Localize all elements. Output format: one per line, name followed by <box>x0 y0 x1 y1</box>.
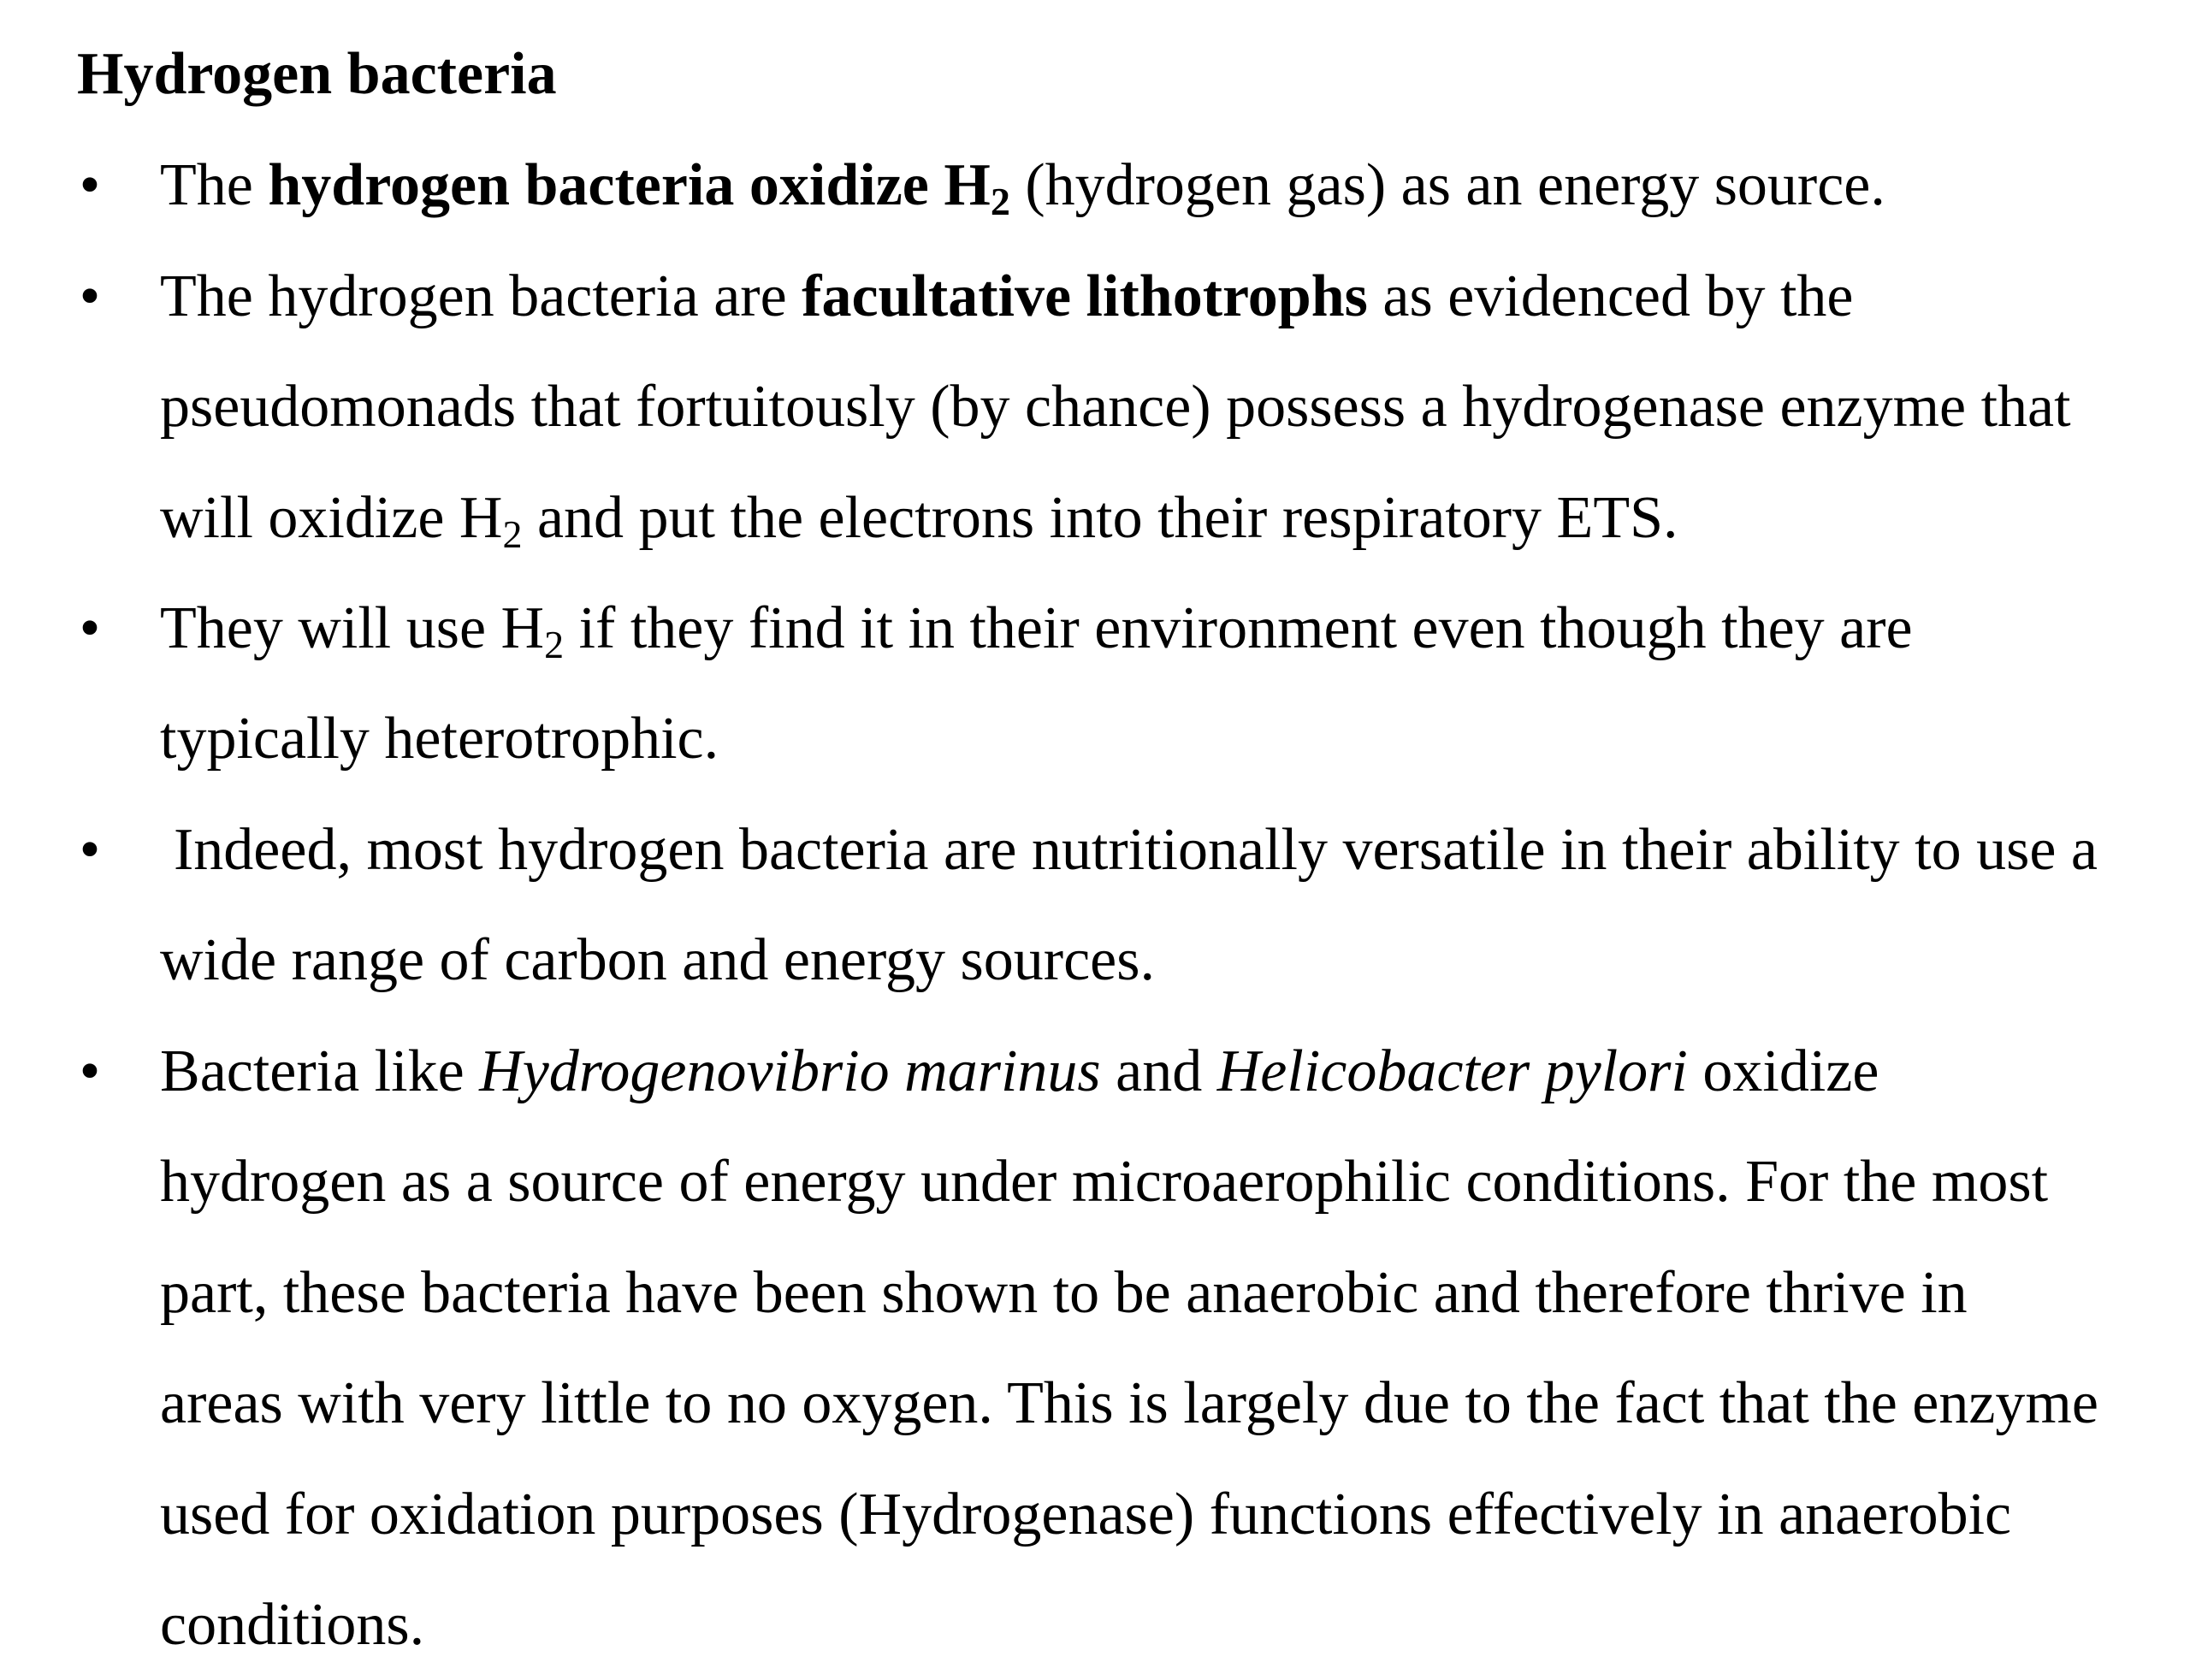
list-item-text <box>160 1016 2162 1680</box>
bullet-icon: • <box>79 1038 101 1104</box>
bold-term-text: hydrogen bacteria oxidize H <box>268 152 991 218</box>
text-run: part, these bacteria have been shown to be anaerobic and therefore thrive in <box>160 1259 1968 1326</box>
text-run: Bacteria like <box>160 1038 480 1104</box>
text-run: typically heterotrophic. <box>160 706 719 772</box>
text-run: areas with very little to no oxygen. This is largely due to the fact that the enzyme <box>160 1370 2098 1437</box>
bullet-icon: • <box>79 817 101 883</box>
text-run: and put the electrons into their respiratory ETS. <box>522 484 1678 551</box>
subscript: 2 <box>544 623 565 666</box>
list-item-text <box>160 241 2162 573</box>
text-run: will oxidize H <box>160 484 503 551</box>
text-run: pseudomonads that fortuitously (by chance) possess a hydrogenase enzyme that <box>160 374 2071 441</box>
text-run: and <box>1100 1038 1217 1104</box>
text-run: as evidenced by the <box>1367 263 1854 329</box>
text-run: Indeed, most hydrogen bacteria are nutritionally versatile in their ability to use a <box>174 817 2098 883</box>
bullet-icon: • <box>79 595 101 661</box>
list-item-text <box>160 573 2162 795</box>
text-run: oxidize <box>1687 1038 1879 1104</box>
italic-species-name: Hydrogenovibrio marinus <box>479 1038 1101 1104</box>
text-run: used for oxidation purposes (Hydrogenase) functions effectively in anaerobic <box>160 1481 2012 1547</box>
italic-species-name: Helicobacter pylori <box>1216 1038 1688 1104</box>
text-run: hydrogen as a source of energy under microaerophilic conditions. For the most <box>160 1149 2049 1216</box>
text-run: The hydrogen bacteria are <box>160 263 802 329</box>
bold-term <box>268 152 1010 223</box>
list-item-text <box>160 795 2162 1016</box>
bullet-icon: • <box>79 263 101 329</box>
text-run: The <box>160 152 269 218</box>
text-run: if they find it in their environment even though they are <box>564 595 1913 661</box>
text-run: (hydrogen gas) as an energy source. <box>1009 152 1885 218</box>
section-heading: Hydrogen bacteria <box>77 41 557 107</box>
subscript: 2 <box>990 180 1010 223</box>
bullet-icon: • <box>79 152 101 218</box>
bold-term: facultative lithotrophs <box>802 263 1368 329</box>
text-run: conditions. <box>160 1592 425 1659</box>
text-run: wide range of carbon and energy sources. <box>160 927 1155 994</box>
text-run: They will use H <box>160 595 545 661</box>
list-item-text <box>160 130 2162 240</box>
subscript: 2 <box>502 512 523 556</box>
